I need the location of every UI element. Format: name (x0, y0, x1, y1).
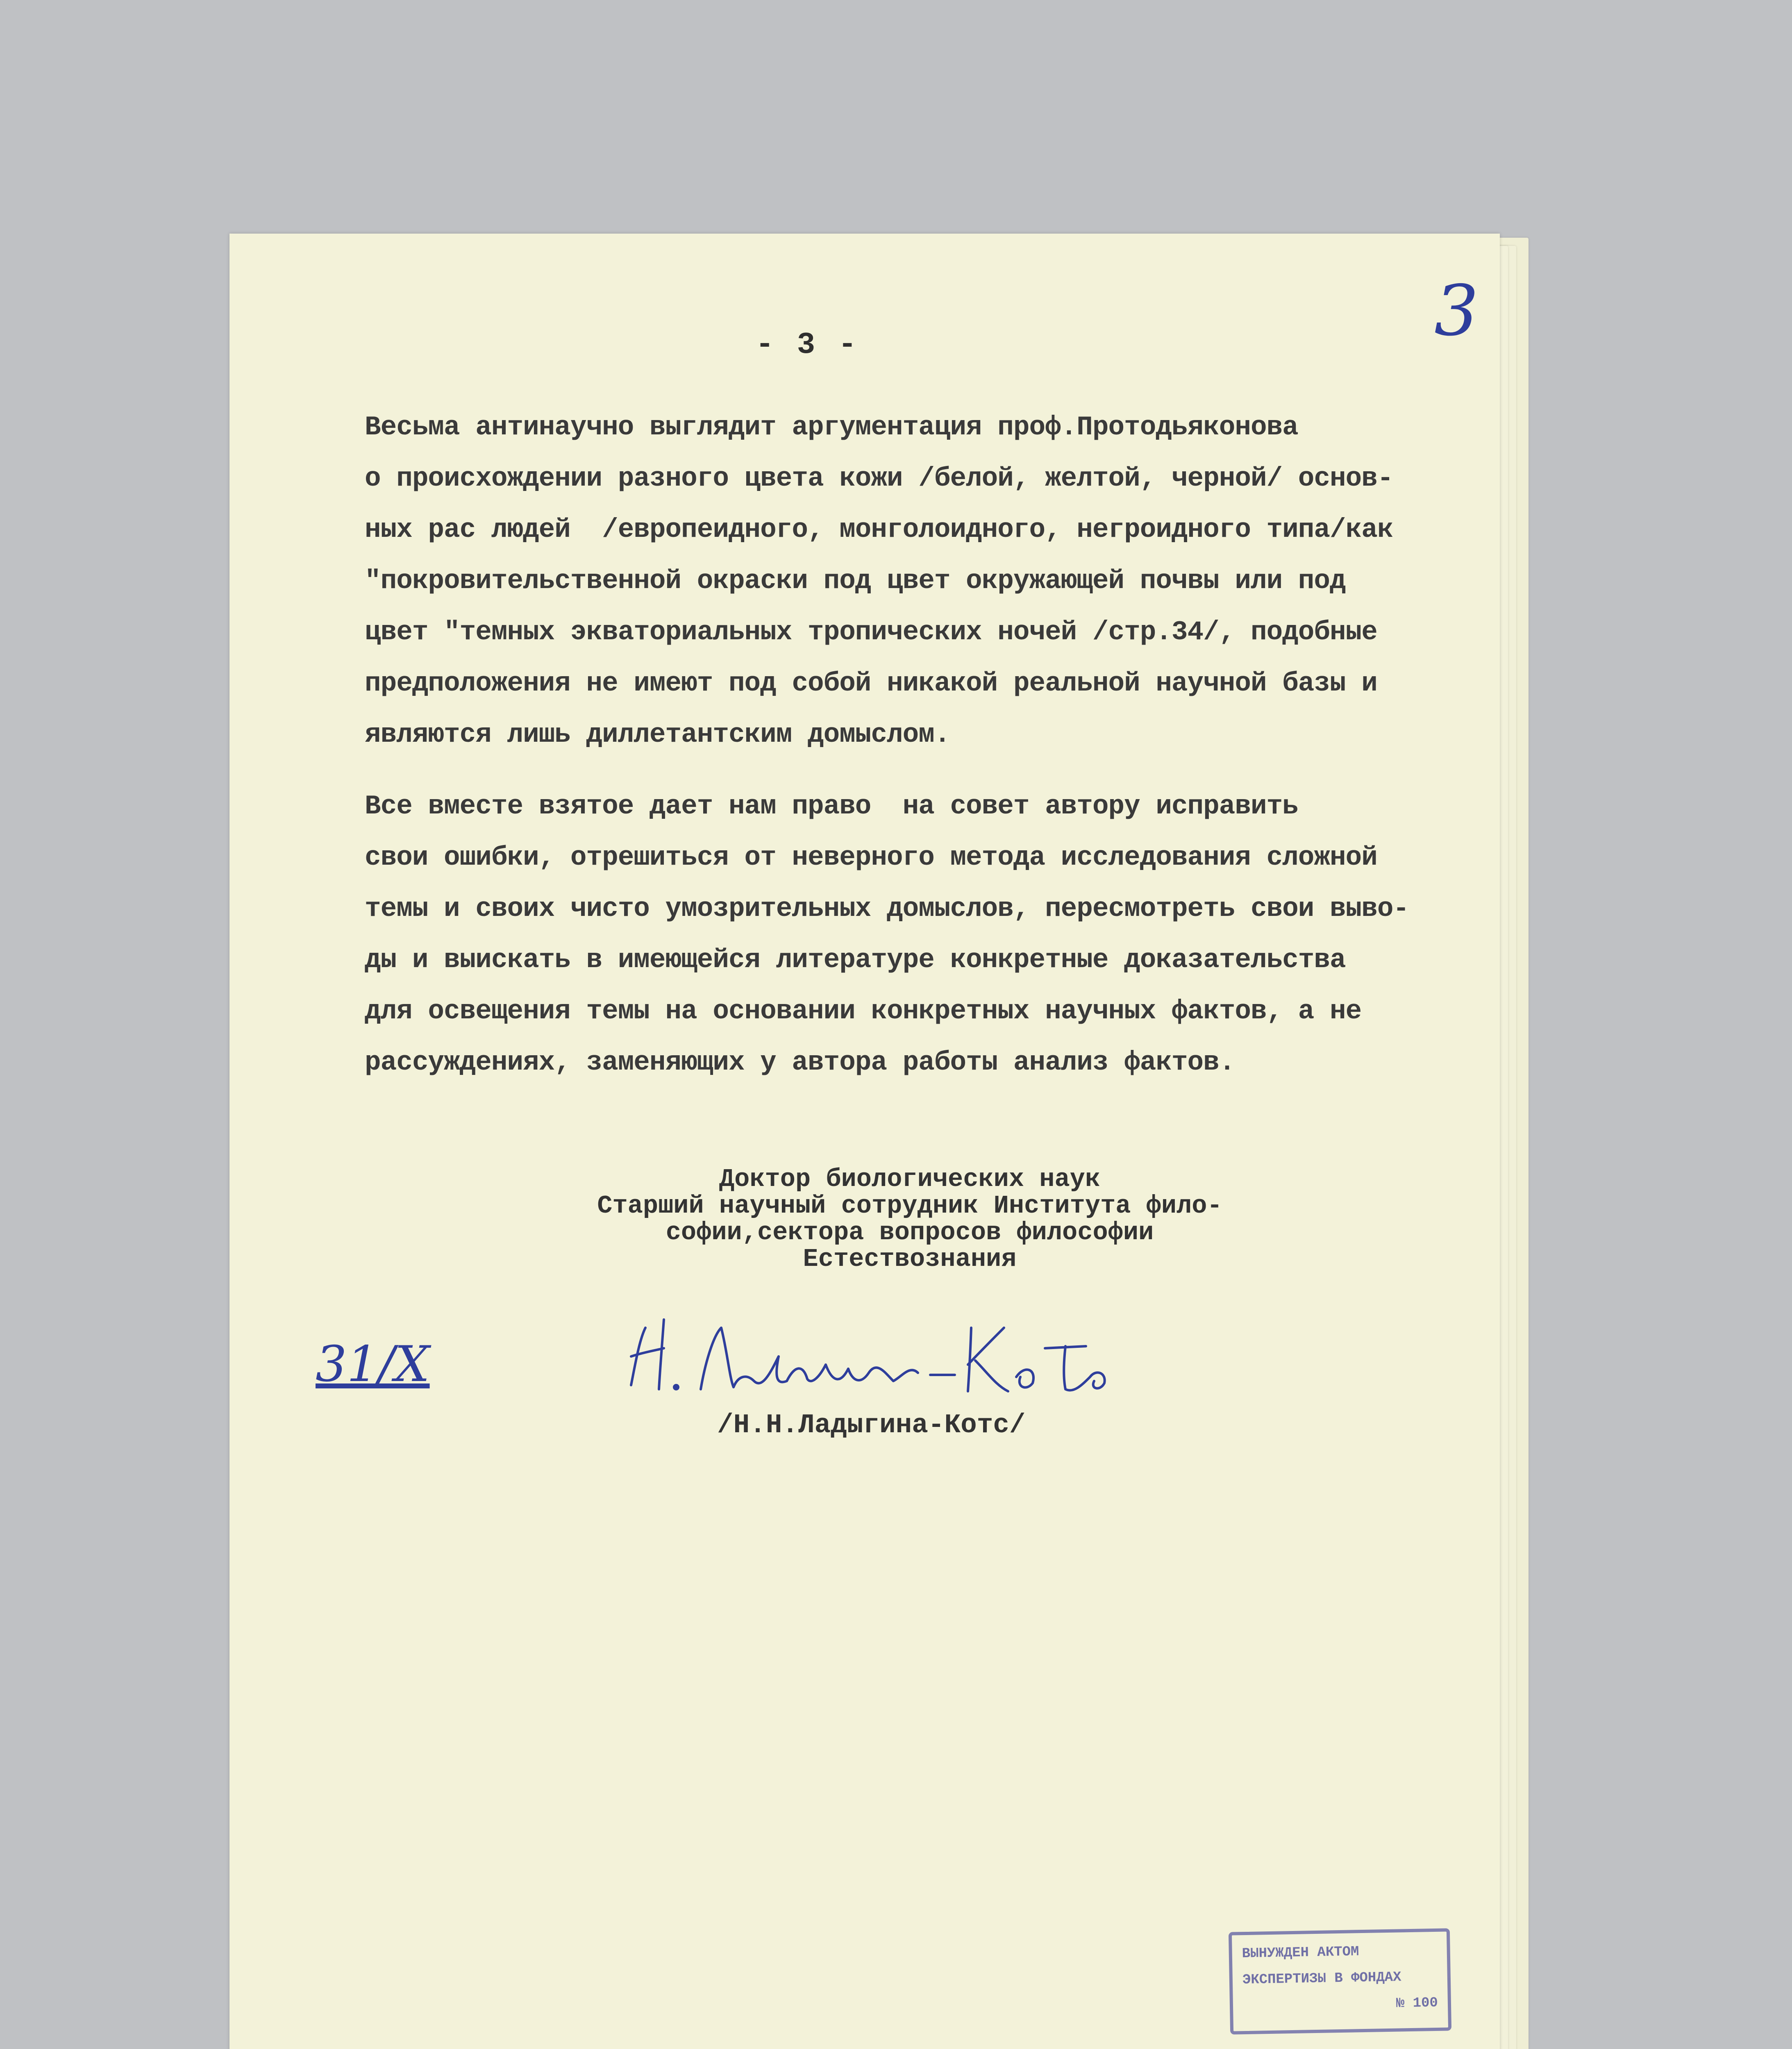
stamp-line-1: ВЫНУЖДЕН АКТОМ (1242, 1944, 1359, 1962)
signer-position: Старший научный сотрудник Института фило- (597, 1191, 1222, 1220)
signer-field: Естествознания (803, 1245, 1017, 1274)
handwritten-signature (615, 1303, 1139, 1410)
signer-degree: Доктор биологических наук (719, 1165, 1101, 1194)
paragraph-1: Весьма антинаучно выглядит аргументация проф.Протодьяконова о происхождении разного цвета кожи /белой, желтой, черной/ основ- ных рас людей /европеидного, монголоидного, негроидного типа/как "покровительственной окраски под цвет окружающей почвы или под цвет "темных экваториальных тропических ночей /стр.34/, подобные предположения не имеют под собой никакой реальной научной базы и являются лишь диллетантским домыслом. (365, 412, 1393, 750)
signer-department: софии,сектора вопросов философии (665, 1218, 1154, 1247)
signature-block (516, 1166, 1303, 1272)
stamp-line-3: № 100 (1396, 1995, 1438, 2012)
archive-stamp (1229, 1928, 1451, 2034)
paragraph-2: Все вместе взятое дает нам право на совет автору исправить свои ошибки, отрешиться от неверного метода исследования сложной темы и своих чисто умозрительных домыслов, пересмотреть свои выво- ды и выискать в имеющейся литературе конкретные доказательства для освещения темы на основании конкретных научных фактов, а не рассуждениях, заменяющих у автора работы анализ фактов. (365, 791, 1409, 1078)
handwritten-date: 31/X (316, 1336, 430, 1393)
folio-number: 3 (1434, 270, 1479, 352)
signer-name: /Н.Н.Ладыгина-Котс/ (717, 1410, 1026, 1440)
page-number: - 3 - (755, 328, 859, 362)
stamp-line-2: ЭКСПЕРТИЗЫ В ФОНДАХ (1242, 1969, 1401, 1988)
